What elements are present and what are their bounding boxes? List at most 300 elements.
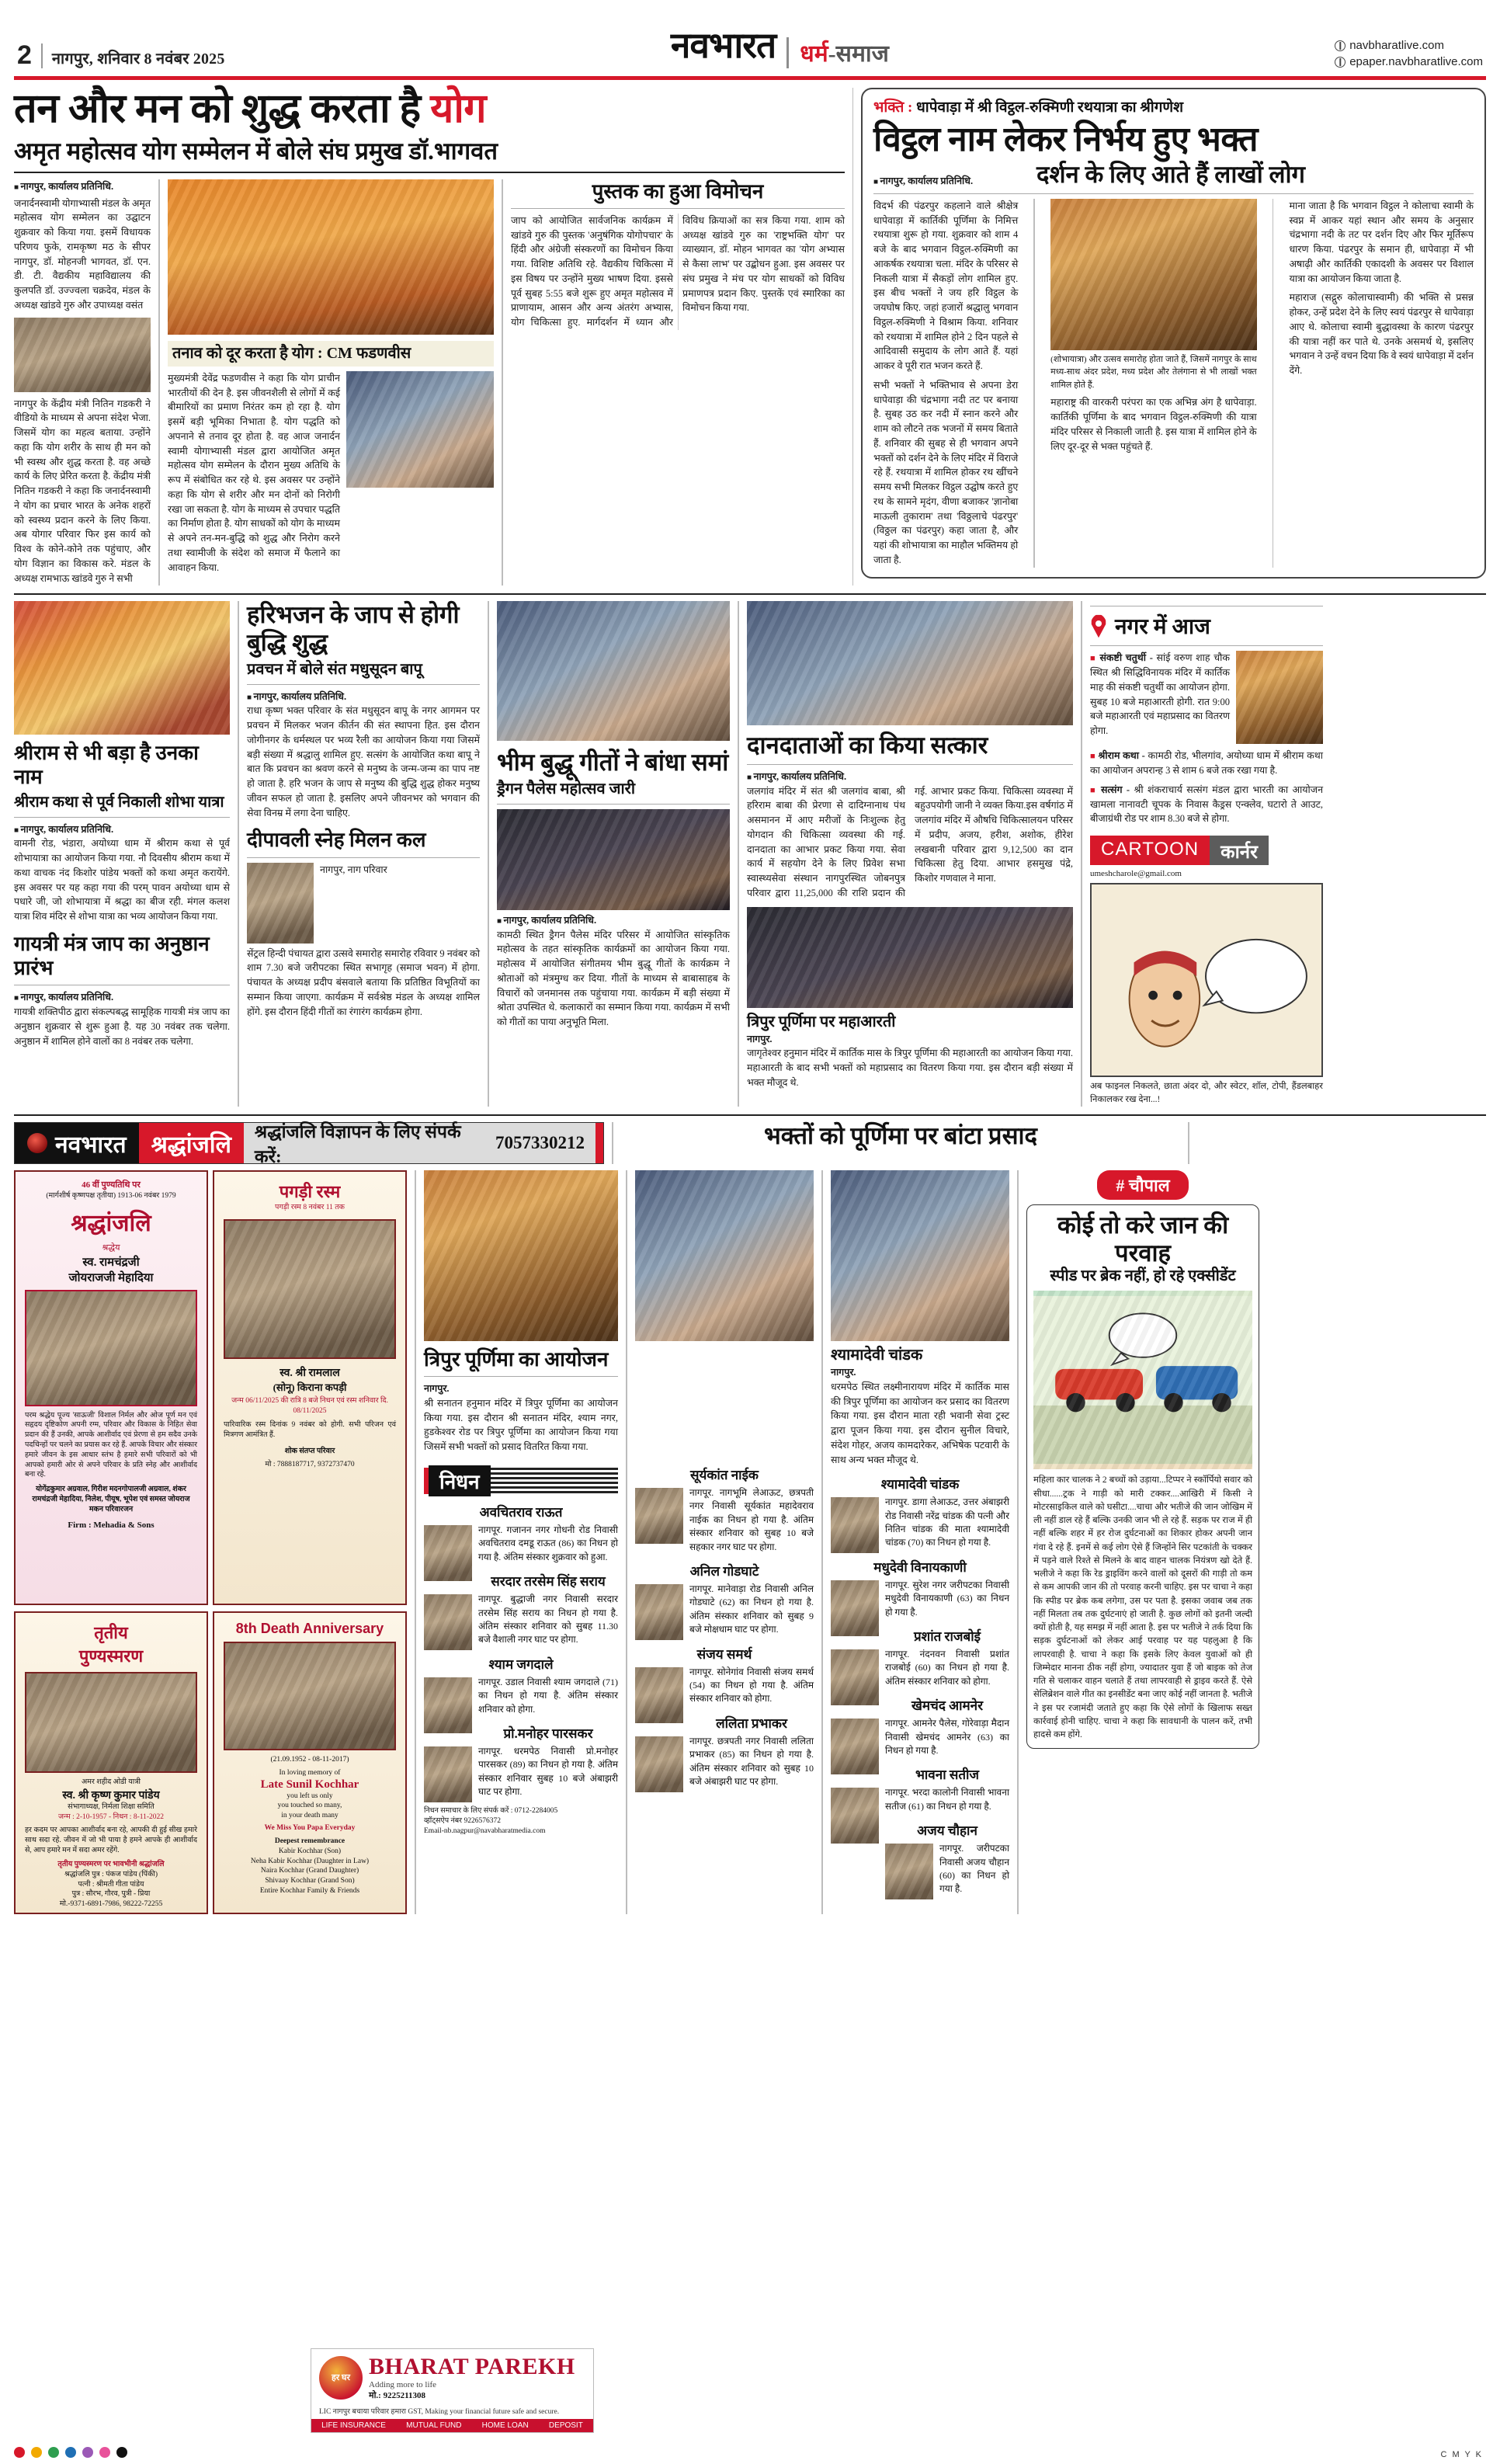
obituary-name: सरदार तरसेम सिंह सराय	[491, 1574, 606, 1590]
chaupal-headline: कोई तो करे जान की परवाह	[1057, 1211, 1229, 1267]
lead-headline-text: तन और मन को शुद्ध करता है	[14, 87, 431, 131]
ad-body: पारिवारिक रस्म दिनांक 9 नवंबर को होगी. सभी परिजन एवं मित्रगण आमंत्रित हैं.	[224, 1421, 396, 1440]
top-zone	[0, 88, 1500, 586]
zone-rule	[852, 88, 853, 586]
lead-main-photo	[168, 179, 494, 335]
ad-mehadia	[14, 1170, 208, 1914]
brand-logo: नवभारत	[670, 26, 776, 65]
globe-icon	[1335, 57, 1345, 68]
bhakti-body-2: सभी भक्तों ने भक्तिभाव से अपना डेरा धापेवाड़ा की चंद्रभागा नदी तट पर बनाया है. सुबह उठ कर नदी में स्नान करने और शाम को लौटने तक भजनों में समय बिताते हैं. शनिवार की सुबह से ही भगवान अपने भक्तों को दर्शन देने के लिए मंदिर में विराजे रहे हैं. रथयात्रा में शामिल होकर रथ खींचने समय सभी मिलकर विट्ठल उद्घोष करते हुए रथ के सामने मृदंग, वीणा बजाकर 'ज्ञानोबा माऊली तुकाराम' तथा 'विठ्ठलाचे पंढरपुर' (विठ्ठल का पंढरपुर) कहा जाता है, और यहां की शोभायात्रा का माहौल भक्तिमय हो जाता है.	[873, 379, 1019, 565]
bhakti-story	[861, 88, 1486, 586]
middle-col-2	[247, 601, 480, 1107]
chaupal-section	[1026, 1170, 1259, 1914]
ad-firm: Firm : Mehadia & Sons	[68, 1520, 155, 1530]
tripur-purnima-divider	[424, 1376, 618, 1377]
nidhan-header	[424, 1465, 618, 1496]
ad-photo	[25, 1672, 197, 1773]
cartoon-caption: अब फाइनल निकलते, छाता अंदर दो, और स्वेटर, शॉल, टोपी, हैंडलबाहर निकालकर रख देना...!	[1090, 1081, 1323, 1104]
section-label-red: धर्म	[800, 41, 828, 67]
obituary-photo	[635, 1667, 683, 1723]
bhakti-body-5: महाराष्ट्र की वारकरी परंपरा का एक अभिन्न अंग है धापेवाड़ा. कार्तिकी पूर्णिमा के बाद भगवान विट्ठल-रुक्मिणी की यात्रा मंदिर परिसर से निकाली जाती है. इस यात्रा में शामिल होने के लिए दूर-दूर से भक्त पहुंचते हैं.	[1050, 397, 1257, 452]
lead-byline: ■ नागपुर, कार्यालय प्रतिनिधि.	[14, 179, 151, 194]
shriram-divider	[14, 817, 230, 818]
page-number: 2	[17, 40, 32, 70]
ad-title: श्रद्धांजलि	[71, 1210, 151, 1236]
chaupal-body: महिला कार चालक ने 2 बच्चों को उड़ाया...टिप्पर ने स्कॉर्पियो सवार को सीधा......ट्रक ने गाड़ी को मारी टक्कर....आखिरी में किसी ने मोटरसाइकिल वाले को घसीटा....चाचा और भतीजे की जान जोखिम में ली नहीं डाल रहे हैं बल्कि उनकी जान भी ले रहे हैं. सड़क पर राज में ही नहीं बल्कि शहर में हर रोज दुर्घटनाओं का शिकार होकर अपनी जान गंवा दे रहे हैं. इनमें से कई लोग ऐसे हैं जिन्होंने सिर पटकांती के चक्कर में पड़ने वाले रिश्ते से मिलने के बाद वाहन चालक नियंत्रण खो देते हैं. भलीजे ने कहा कि रेड ड्राइविंग करने वालों को दूसरों की गाड़ी तो कम से कम आपकी जान की तो परवाह करनी चाहिए. इस पर चाचा ने कहा कि स्पीड पर ब्रेक कब लगेगा, उस पर पता है. इसका जवाब जब तक नहीं मिलता तब तक दुर्घटनाएं हो जाती है. कुछ लोगों को इतनी जल्दी क्यों होती है, यह समझ में नहीं आता है. इस पर भतीजे ने तर्क दिया कि सड़क दुर्घटनाओं को लेकर आई परवाह पर यह पहलुआ है कि लापरवाही है. चाचा ने कहा कि इसके लिए केवल युवाओं को ही जिम्मेदार मानना ठीक नहीं होगा, ज्यादातर युवा हैं जो बाइक को तेज गति से चलाकर वाहन चलाते हैं तथा लापरवाही से ड्राइव करते हैं. ऐसे सेलिब्रेशन वाले गीत का इनसीडेंट बना जाए कोई नहीं जानता है. भतीजे ने इस पर रजामंदी जताते हुए कहा कि ऐसे लोगों के खिलाफ सख्त कार्रवाई होनी चाहिए. चाचा ने कहा कि सावधानी के पालन करें, तभी हादसे कम होंगे.	[1033, 1475, 1252, 1740]
middle-col-4	[747, 601, 1073, 1107]
shradhanjali-title: श्रद्धांजलि	[139, 1123, 244, 1163]
website-link-main[interactable]	[1335, 39, 1483, 52]
obituary-entry	[635, 1465, 814, 1554]
nidhan-stripes	[491, 1468, 618, 1494]
section-label-grey: -समाज	[828, 41, 889, 67]
cartoon-image	[1090, 883, 1323, 1077]
haribhajan-body: राधा कृष्ण भक्त परिवार के संत मधुसूदन बापू के नगर आगमन पर प्रवचन में मिलकर भजन कीर्तन की संत स्थापना हित. इस दौरान जोगीनगर के धर्मस्थल पर भव्य रैली का आयोजन किया गया जिसमें बड़ी संख्या में श्रद्धालु शामिल हुए. सत्संग के आयोजित कथा बापू ने बात कि प्रवचन का श्रवण करने से मनुष्य के जन्म-जन्म का पाप नष्ट हो जाता है. हरि भजन के जाप से मनुष्य की बुद्धि शुद्ध होकर मनुष्य जीवन सफल हो जाता है. इसलिए अपने जीवनभर को भगवान की सेवा विनम्र में लगा देना चाहिए.	[247, 705, 480, 818]
section-label	[800, 36, 889, 68]
shradhanjali-phone[interactable]: 7057330212	[495, 1133, 585, 1153]
ad-top-label: 8th Death Anniversary	[235, 1621, 384, 1637]
ad-pagdi	[213, 1170, 407, 1605]
chaupal-illustration	[1033, 1291, 1252, 1469]
nagar-title-text: नगर में आज	[1115, 615, 1210, 640]
ad-slogan: We Miss You Papa Everyday	[264, 1824, 356, 1833]
ad-photo	[224, 1642, 396, 1750]
banner-zone	[0, 1122, 1500, 1167]
chaupal-subhead: स्पीड पर ब्रेक नहीं, हो रहे एक्सीडेंट	[1050, 1267, 1236, 1285]
haribhajan-byline: ■ नागपुर, कार्यालय प्रतिनिधि.	[247, 690, 480, 704]
color-dot-yellow	[31, 2447, 42, 2458]
obituary-text: नागपूर. छत्रपती नगर निवासी ललिता प्रभाकर (85) का निधन हो गया है. अंतिम संस्कार शनिवार को सुबह 10 बजे अंबाझरी घाट पर होगा.	[689, 1735, 814, 1787]
obituary-entry	[831, 1627, 1009, 1688]
bhim-body: कामठी स्थित ड्रैगन पैलेस मंदिर परिसर में आयोजित सांस्कृतिक महोत्सव के तहत सांस्कृतिक कार्यक्रमों का आयोजन किया गया. महोत्सव में आयोजित संगीतमय भीम बुद्धू गीतों के कार्यक्रम ने श्रोताओं को मंत्रमुग्ध कर दिया. गीतों के माध्यम से बाबासाहब के विचारों को जनमानस तक पहुंचाया गया. कार्यक्रम में बड़ी संख्या में श्रोता उपस्थित थे. कलाकारों का सम्मान किया गया. कार्यक्रम में सभी को गीतों का पाया अनुभूति मिला.	[497, 929, 730, 1028]
nagar-photo	[1236, 651, 1323, 744]
obituary-text: नागपूर. मानेवाड़ा रोड निवासी अनिल गोडघाटे (62) का निधन हो गया है. अंतिम संस्कार शनिवार को सुबह 9 बजे मोक्षधाम घाट पर होगा.	[689, 1583, 814, 1635]
obituary-photo	[424, 1677, 472, 1733]
ad-dates: जन्म : 2-10-1957 - निधन : 8-11-2022	[57, 1812, 165, 1821]
ad-sub-label: पगड़ी रस्म 8 नवंबर 11 तक	[275, 1204, 345, 1212]
cartoon-label-hi: कार्नर	[1210, 836, 1269, 865]
middle-col-5	[1090, 601, 1323, 1107]
diwali-byline: नागपुर, नाग परिवार	[320, 864, 387, 875]
ad-dates: (21.09.1952 - 08-11-2017)	[270, 1756, 349, 1764]
obituary-text: नागपूर. जरीपटका निवासी अजय चौहान (60) का निधन हो गया है.	[939, 1843, 1009, 1895]
bhakti-photo-caption: (शोभायात्रा) और उत्सव समारोह होता जाते हैं, जिसमें नागपुर के साथ मध्य-साथ अंदर प्रदेश, मध्य प्रदेश और तेलंगाना से भी लाखों भक्त शामिल होते हैं.	[1050, 354, 1257, 390]
diwali-divider	[247, 857, 480, 858]
chaupal-pill: # चौपाल	[1097, 1170, 1188, 1200]
bhakton-section	[621, 1122, 1180, 1164]
lead-body-1: जनार्दनस्वामी योगाभ्यासी मंडल के अमृत महोत्सव योग सम्मेलन का उद्घाटन शुक्रवार को किया गया. इसमें विधायक परिणय फुके, रामकृष्ण मठ के सीपर नागपुर, डॉ. मोहनजी भागवत, डॉ. एन. डी. टी. वैद्यकीय महाविद्यालय की कुलपति डॉ. उज्ज्वला चक्रदेव, मंडल के अध्यक्ष खांडवे गुरु और उपाध्यक्ष वसंत	[14, 197, 151, 311]
ad-top-label: तृतीय	[94, 1623, 128, 1643]
ad-name: स्व. श्री कृष्ण कुमार पांडेय	[62, 1789, 160, 1802]
bhakti-body-1: विदर्भ की पंढरपुर कहलाने वाले श्रीक्षेत्र धापेवाड़ा में कार्तिकी पूर्णिमा के निमित्त रथयात्रा शुरू हो गया. शुक्रवार को शाम 4 बजे के बाद भगवान विट्ठल-रुक्मिणी का आकर्षक रथयात्रा चला. मंदिर के परिसर से निकली यात्रा में सैकड़ों लोग शामिल हुए. इस बीच भक्तों ने जय हरि विट्ठल के जयघोष किए. जहां हजारों श्रद्धालु भगवान विट्ठल-रुक्मिणी ने विश्राम किया. शनिवार को रथयात्रा में शामिल होने 2 दिन पहले से आदिवासी समुदाय के लोग आते हैं. यहां आकर वे पूरी रात भजन करते हैं.	[873, 200, 1019, 372]
globe-icon	[1335, 40, 1345, 51]
service-deposit: DEPOSIT	[548, 2421, 583, 2430]
bhakton-headline: भक्तों को पूर्णिमा पर बांटा प्रसाद	[763, 1122, 1038, 1150]
bhim-subhead: ड्रैगन पैलेस महोत्सव जारी	[497, 780, 635, 798]
obituary-name: सूर्यकांत नाईक	[690, 1468, 759, 1483]
column-rule	[821, 1170, 823, 1914]
column-rule	[502, 179, 503, 586]
brand-separator	[786, 37, 789, 68]
nidhan-footer-3[interactable]: Email-nb.nagpur@navabharatmedia.com	[424, 1827, 546, 1836]
bharat-parekh-tagline: Adding more to life	[369, 2380, 437, 2389]
bharat-parekh-name: BHARAT PAREKH	[369, 2354, 575, 2379]
service-life-insurance: LIFE INSURANCE	[321, 2421, 386, 2430]
ad-family: शोक संतप्त परिवार	[284, 1447, 335, 1456]
ad-family-2: Neha Kabir Kochhar (Daughter in Law)	[250, 1857, 370, 1865]
bhakton-right-headline: श्यामादेवी चांडक	[831, 1347, 923, 1364]
shradhanjali-contact-text: श्रद्धांजलि विज्ञापन के लिए संपर्क करें:	[254, 1122, 461, 1167]
obituary-photo	[635, 1584, 683, 1640]
ad-deepest: Deepest remembrance	[274, 1837, 345, 1845]
nagar-item	[1090, 783, 1323, 826]
nidhan-label: निधन	[429, 1465, 491, 1496]
obituary-name: अनिल गोडघाटे	[689, 1564, 759, 1579]
masthead	[0, 0, 1500, 73]
ad-name: Late Sunil Kochhar	[260, 1778, 359, 1791]
nagar-item-text: कामठी रोड, भीलगांव, अयोध्या धाम में श्रीराम कथा का आयोजन अपरान्ह 3 से शाम 6 बजे तक रखा गया है.	[1090, 750, 1323, 777]
ad-family-3: Naira Kochhar (Grand Daughter)	[260, 1867, 359, 1875]
obituary-name: श्यामादेवी चांडक	[880, 1477, 960, 1493]
obituary-name: भावना सतीज	[915, 1767, 980, 1783]
ad-body: हर कदम पर आपका आशीर्वाद बना रहे, आपकी दी हुई सीख हमारे साथ सदा रहे. जीवन में जो भी पाया है हमने आपके ही आशीर्वाद से, आप हमारे मन में सदा अमर रहेंगे.	[25, 1826, 197, 1855]
ad-top-label-2: पुण्यस्मरण	[78, 1646, 144, 1666]
obituary-photo	[635, 1736, 683, 1792]
ad-body-1: In loving memory of	[279, 1768, 341, 1777]
zone-rule-1	[14, 593, 1486, 595]
cartoon-header	[1090, 836, 1323, 865]
masthead-brand	[225, 20, 1335, 68]
haribhajan-subhead: प्रवचन में बोले संत मधुसूदन बापू	[247, 660, 422, 678]
obituary-text: नागपूर. सोनेगांव निवासी संजय समर्थ (54) का निधन हो गया है. अंतिम संस्कार शनिवार को होगा.	[689, 1666, 814, 1705]
nagar-divider	[1090, 645, 1323, 646]
diwali-body: सेंट्रल हिन्दी पंचायत द्वारा उत्सवे समारोह समारोह रविवार 9 नवंबर को शाम 7.30 बजे जरीपटका स्थित सभागृह (समाज भवन) में होगा. पंचायत के अध्यक्ष प्रदीप बंसवाले बताया कि प्रतिष्ठित विभूतियों का सम्मान किया जाएगा. कार्यक्रम में सर्वश्रेष्ठ मंडल के अध्यक्ष शामिल होंगे. इस दौरान हिंदी गीतों का रंगारंग कार्यक्रम होगा.	[247, 947, 480, 1017]
lead-divider	[14, 172, 845, 173]
ad-top-label: पगड़ी रस्म	[279, 1182, 341, 1202]
bhakti-col-3	[1289, 199, 1474, 568]
middle-col-1	[14, 601, 230, 1107]
obituary-photo	[635, 1488, 683, 1544]
bhakti-byline: ■ नागपुर, कार्यालय प्रतिनिधि.	[873, 174, 1029, 189]
obituary-photo	[424, 1525, 472, 1581]
obituary-entry	[424, 1724, 618, 1799]
column-rule	[1273, 199, 1274, 568]
color-dot-purple	[82, 2447, 93, 2458]
ad-name-2: (सोनू) किराना कपड़ी	[273, 1381, 347, 1393]
ad-family-1: Kabir Kochhar (Son)	[278, 1847, 342, 1855]
bottom-zone	[0, 1170, 1500, 1914]
lead-body-2: नागपुर के केंद्रीय मंत्री नितिन गडकरी ने वीडियो के माध्यम से अपना संदेश भेजा. जिसमें योग का महत्व बताया. उन्होंने कहा कि योग शरीर के साथ ही मन को भी स्वस्थ और शुद्ध करता है. वह अच्छे कार्य के लिए प्रेरित करता है. केंद्रीय मंत्री नितिन गडकरी ने कहा कि जनार्दनस्वामी ने योग का प्रचार भारत के अनेक शहरों को स्वस्थ्य प्रदान करने के लिए किया. अब योगार परिवार फिर इस कार्य को विश्व के कोने-कोने तक पहुंचाए, और योग विज्ञान का विकास करे. मंडल के अध्यक्ष रामभाऊ खांडवे गुरु ने सभी	[14, 398, 151, 584]
obituary-entry	[424, 1503, 618, 1564]
obituary-entry	[831, 1696, 1009, 1757]
nidhan-column-b	[635, 1170, 814, 1914]
book-release-body: जाप को आयोजित सार्वजनिक कार्यक्रम में खांडवे गुरु की पुस्तक 'अनुषंगिक योगोपचार' के हिंदी और अंग्रेजी संस्करणों का विमोचन किया गया. विशिष्ट अतिथि रहे. वैद्यकीय चिकित्सा में इस विषय पर उन्होंने मुख्य भाषण दिया. इससे पूर्व सुबह 5:55 बजे शुरू हुए अमृत महोत्सव में प्राणायाम, आसन और अन्य अंतरंग अभ्यास, योग चिकित्सा हुए. मार्गदर्शन में ध्यान और विविध क्रियाओं का सत्र किया गया. शाम को अध्यक्ष खांडवे गुरु का 'राष्ट्रभक्ति योग' पर व्याख्यान, डॉ. मोहन भागवत का 'योग अभ्यास से कैसा लाभ' पर उद्बोधन हुआ. इस अवसर पर संघ प्रमुख ने मंच पर योग साधकों को विविध प्रमाणपत्र प्रदान किए. पुस्तकें एवं स्मारिका का विमोचन किया गया.	[511, 214, 845, 328]
obituary-text: नागपूर. भरदा कालोनी निवासी भावना सतीज (61) का निधन हो गया है.	[885, 1787, 1009, 1812]
ad-kochhar	[213, 1611, 407, 1914]
zone-rule-2	[14, 1114, 1486, 1116]
haribhajan-photo	[497, 601, 730, 741]
obituary-name: मधुदेवी विनायकाणी	[873, 1559, 967, 1575]
obituary-photo	[831, 1580, 879, 1636]
dandata-body: जलगांव मंदिर में संत श्री जलगांव बाबा, श्री हरिराम बाबा की प्रेरणा से दादिग्नानाथ पंथ असमानन में आए मरीजों के निःशुल्क हेतु योगदान की चिकित्सा व्यवस्था की गई. दानदाता का आभार प्रकट किया गया. सेवा कार्य में सहयोग देने के लिए प्रिवेश सभा स्वास्थ्यसेवा संस्थान नागपुरस्थित जोबनपुत्र परिवार द्वारा 11,25,000 की राशि प्रदान की गई. आभार प्रकट किया. चिकित्सा व्यवस्था में बहुउपयोगी जानी ने व्यक्त किया.इस वर्षगांठ में जलगांव मंदिर में औषधि चिकित्सालयन परिसर में प्रदीप, अजय, हरीश, अशोक, हीरेश लखबानी परिवार द्वारा 9,12,500 का दान चिकित्सा हेतु दिया. आभार हसमुख पंद्रे, किशोर गणवाल ने माना.	[747, 785, 1073, 898]
nagar-item-title: ■ संकष्टी चतुर्थी -	[1090, 652, 1153, 663]
ad-column-2	[213, 1170, 407, 1914]
ad-family-1: श्रद्धांजलि पुत्र : पंकज पांडेय (पिंकी)	[64, 1870, 158, 1878]
lead-col-b	[168, 179, 494, 586]
tripur-headline: त्रिपुर पूर्णिमा पर महाआरती	[747, 1013, 896, 1030]
lead-subhead: अमृत महोत्सव योग सम्मेलन में बोले संघ प्रमुख डॉ.भागवत	[14, 137, 498, 165]
ad-phone[interactable]: मो.-9371-6891-7986, 98222-72255	[59, 1900, 163, 1909]
obituary-text: नागपूर. बुद्धाजी नगर निवासी सरदार तरसेम सिंह सराय का निधन हो गया है. अंतिम संस्कार शनिवार को सुबह 11.30 बजे वैशाली नगर घाट पर होगा.	[478, 1593, 618, 1646]
tripur-photo	[747, 907, 1073, 1008]
column-rule	[1188, 1122, 1189, 1164]
ad-body-3: you touched so many,	[277, 1802, 342, 1810]
column-rule	[415, 1170, 416, 1914]
lead-headline-accent: योग	[430, 87, 487, 131]
column-rule	[238, 601, 239, 1107]
ad-photo	[25, 1290, 197, 1406]
bharat-parekh-phone[interactable]: मो.: 9225211308	[369, 2391, 425, 2400]
nagar-item-title: ■ सत्संग -	[1090, 784, 1130, 795]
ad-family-5: Entire Kochhar Family & Friends	[259, 1886, 360, 1895]
ad-name: स्व. श्री रामलाल	[280, 1367, 340, 1379]
ad-pandey	[14, 1611, 208, 1914]
lead-headline	[14, 88, 845, 131]
location-pin-icon	[1090, 614, 1107, 638]
obituary-name: प्रो.मनोहर पारसकर	[503, 1725, 593, 1741]
gayatri-headline: गायत्री मंत्र जाप का अनुष्ठान प्रारंभ	[14, 932, 210, 980]
cm-photo	[346, 371, 494, 488]
dandata-byline: ■ नागपुर, कार्यालय प्रतिनिधि.	[747, 770, 1073, 784]
shradhanjali-logo-block	[15, 1123, 139, 1163]
ad-footer: तृतीय पुण्यस्मरण पर भावभीनी श्रद्धांजलि	[57, 1860, 165, 1868]
masthead-rule-red	[14, 76, 1486, 80]
bhakti-kicker	[873, 99, 1474, 118]
ad-name-2: जोयराजजी मेहादिया	[68, 1271, 154, 1284]
obituary-photo	[831, 1788, 879, 1844]
haribhajan-divider	[247, 684, 480, 685]
obituary-entry	[424, 1572, 618, 1647]
lead-story	[14, 88, 845, 586]
bhakti-headline: विट्ठल नाम लेकर निर्भय हुए भक्त	[873, 120, 1259, 158]
masthead-divider	[41, 43, 43, 68]
cm-headline: तनाव को दूर करता है योग : CM फडणवीस	[168, 341, 494, 367]
obituary-entry	[424, 1655, 618, 1716]
bhim-headline: भीम बुद्धू गीतों ने बांधा समां	[497, 749, 729, 777]
rose-icon	[27, 1133, 47, 1153]
bhakti-box	[861, 88, 1486, 579]
nidhan-footer-1: निधन समाचार के लिए संपर्क करें : 0712-2284005	[424, 1807, 558, 1816]
har-ghar-logo: हर घर	[319, 2356, 363, 2400]
column-rule	[1017, 1170, 1019, 1914]
shradhanjali-logo-text: नवभारत	[55, 1131, 127, 1158]
dandata-headline: दानदाताओं का किया सत्कार	[747, 732, 988, 759]
chaupal-header-cell	[1197, 1122, 1486, 1164]
tripur-purnima-section	[424, 1170, 618, 1914]
nagar-item-title: ■ श्रीराम कथा -	[1090, 750, 1145, 761]
column-rule	[488, 601, 489, 1107]
nagar-item	[1090, 749, 1323, 778]
bhim-photo	[497, 809, 730, 910]
shriram-body: वामनी रोड, भंडारा, अयोध्या धाम में श्रीराम कथा से पूर्व शोभायात्रा का आयोजन किया गया. नौ दिवसीय श्रीराम कथा में कथा वाचक नंद किशोर पांडेय भक्तों को कथा अमृत करायेंगे. इस अवसर पर यह कहा गया की परम् पावन अयोध्या धाम से पधारे जी, जो शोभायात्रा में श्रद्धा का बीज रही. मंगल कलश यात्रा शिव मंदिर से शोभा यात्रा का भव्य आयोजन किया गया.	[14, 838, 230, 923]
chaupal-drawing	[1033, 1291, 1252, 1469]
web-links	[1335, 39, 1483, 68]
obituary-text: नागपूर. सुरेश नगर जरीपटका निवासी मधुदेवी विनायकाणी (63) का निधन हो गया है.	[885, 1579, 1009, 1618]
obituary-text: नागपुर. डागा लेआऊट, उत्तर अंबाझरी रोड निवासी नरेंद्र चांडक की पत्नी और नितिन चांडक की माता श्यामादेवी चांडक (70) का निधन हो गया है.	[885, 1496, 1009, 1548]
obituary-name: संजय समर्थ	[696, 1646, 752, 1662]
nidhan-column-c	[831, 1170, 1009, 1914]
ad-family-4: Shivaay Kochhar (Grand Son)	[265, 1877, 355, 1885]
service-home-loan: HOME LOAN	[481, 2421, 529, 2430]
dandata-divider	[747, 764, 1073, 765]
obituary-text: नागपूर. धरमपेठ निवासी प्रो.मनोहर पारसकर (89) का निधन हो गया है. अंतिम संस्कार शनिवार सुबह 10 बजे अंबाझरी घाट पर होगा.	[478, 1745, 618, 1798]
obituary-photo	[831, 1497, 879, 1553]
book-release-divider	[511, 208, 845, 209]
tripur-purnima-photo	[424, 1170, 618, 1341]
obituary-photo	[885, 1844, 933, 1899]
ad-family-2: पत्नी : श्रीमती गीता पांडेय	[78, 1880, 144, 1889]
column-rule	[158, 179, 160, 586]
obituary-entry	[635, 1645, 814, 1706]
column-rule	[1033, 199, 1035, 568]
bhakti-photo	[1050, 199, 1256, 350]
shradhanjali-banner	[14, 1122, 604, 1167]
color-dot-black	[116, 2447, 127, 2458]
lead-photo-icon	[14, 318, 151, 392]
obituary-entry	[635, 1562, 814, 1637]
chaupal-box	[1026, 1204, 1259, 1749]
middle-zone	[0, 601, 1500, 1107]
shriram-byline: ■ नागपुर, कार्यालय प्रतिनिधि.	[14, 822, 230, 837]
bhakti-body-3: माना जाता है कि भगवान विट्ठल ने कोलाचा स्वामी के स्वप्न में आकर यहां स्थान और समय के अनुसार चंद्रभागा नदी के तट पर दर्शन दिए और फिर मूर्तिरूप धारण किया. पंढरपुर के समान ही, धापेवाड़ा में भी अषाढ़ी और कार्तिकी एकादशी के अवसर पर विशाल यात्रा का आयोजन किया जाता है.	[1289, 200, 1474, 284]
nagar-panel-title	[1090, 611, 1323, 641]
nagar-item	[1090, 651, 1230, 739]
bhakti-kicker-rest: धापेवाड़ा में श्री विट्ठल-रुक्मिणी रथयात्रा का श्रीगणेश	[912, 99, 1184, 116]
bharat-parekh-note: LIC नागपुर बचाया परिवार हमारा GST, Making your financial future safe and secure.	[319, 2408, 560, 2416]
obituary-text: नागपूर. नंदनवन निवासी प्रशांत राजबोई (60) का निधन हो गया है. अंतिम संस्कार शनिवार को होगा.	[885, 1649, 1009, 1687]
obituary-text: नागपूर. नागभूमि लेआऊट, छत्रपती नगर निवासी सूर्यकांत महादेवराव नाईक का निधन हो गया है. अंतिम संस्कार शनिवार को सुबह 10 बजे सहकार नगर घाट पर होगा.	[689, 1487, 814, 1552]
service-mutual-fund: MUTUAL FUND	[406, 2421, 462, 2430]
bhakti-body-6: महाराज (सद्गुरु कोलाचास्वामी) की भक्ति से प्रसन्न होकर, उन्हें प्रदेश देने के लिए स्वयं पंढरपुर से धापेवाड़ा आए थे. कोलाचा स्वामी बुद्धावस्था के कारण पंढरपुर की यात्रा नहीं कर पाते थे. उनके असमर्थ थे, इसलिए भगवान ने उन्हें वचन दिया कि वे स्वयं धापेवाड़ा में दर्शन देंगे.	[1289, 292, 1474, 377]
bhakti-divider	[873, 193, 1474, 194]
ad-phone[interactable]: मो : 7888187717, 9372737470	[265, 1460, 355, 1468]
bhakti-col-2	[1050, 199, 1256, 568]
shradhanjali-cap	[595, 1123, 603, 1163]
website-url-main: navbharatlive.com	[1349, 39, 1444, 52]
tripur-purnima-byline: नागपुर.	[424, 1383, 450, 1395]
book-release-headline: पुस्तक का हुआ विमोचन	[592, 179, 764, 203]
color-registration-bar	[14, 2447, 127, 2458]
ad-sub: संभागाध्यक्ष, निर्मला शिक्षा समिति	[68, 1802, 155, 1811]
ad-name: स्व. रामचंद्रजी	[82, 1256, 140, 1269]
bhakton-right-byline: नागपुर.	[831, 1367, 856, 1378]
bhakti-col-1	[873, 199, 1018, 568]
diwali-headline: दीपावली स्नेह मिलन कल	[247, 829, 426, 852]
chaupal-pill-wrap	[1026, 1170, 1259, 1200]
bhakton-right-body: धरमपेठ स्थित लक्ष्मीनारायण मंदिर में कार्तिक मास की त्रिपुर पूर्णिमा का आयोजन कर प्रसाद का वितरण किया गया. इस दौरान माता रही भवानी सेवा ट्रस्ट द्वारा पूजन किया गया. इस दौरान सुनील विचारे, संदेश गोहर, अजय कामदारेकर, अभिषेक पटवारी के साथ अन्य भक्त मौजूद थे.	[831, 1381, 1009, 1465]
cm-body: मुख्यमंत्री देवेंद्र फडणवीस ने कहा कि योग प्राचीन भारतीयों की देन है. इस जीवनशैली से लोगों में कई बीमारियों का प्रमाण निरंतर कम हो रहा है. योग इसमें बड़ी भूमिका निभाता है. योग पद्धति को अपनाने से तनाव दूर होता है. वह आज जनार्दन स्वामी योगाभ्यासी मंडल द्वारा आयोजित अमृत महोत्सव योग सम्मेलन के दौरान मुख्य अतिथि के रूप में संबोधित कर रहे थे. इस अवसर पर उन्होंने कहा कि योग से शरीर और मन दोनों को निरोगी रखा जा सकता है. योग के माध्यम से उपचार पद्धति का निर्माण होता है. योग साधकों को योग के माध्यम से अपने तन-मन-बुद्धि को शुद्ध और निरोग करने तथा स्वामीजी के संदेश को समाज में फैलाने का आवाहन किया.	[168, 372, 340, 573]
dateline: नागपुर, शनिवार 8 नवंबर 2025	[51, 50, 225, 68]
cartoon-email[interactable]: umeshcharole@gmail.com	[1090, 869, 1182, 879]
gayatri-body: गायत्री शक्तिपीठ द्वारा संकल्पबद्ध सामूहिक गायत्री मंत्र जाप का अनुष्ठान शुक्रवार से शुरू हुआ है. यह 30 नवंबर तक चलेगा. अनुष्ठान में शामिल होने वालों का 8 नवंबर तक चलेगा.	[14, 1006, 230, 1047]
ad-body: परम श्रद्धेय पूज्य 'साऊजी' विशाल निर्मल और ओज पूर्ण मन एवं सहृदय दृष्टिकोण अपनी रग्म, परिवार और विकास के निहित सेवा प्रदान की हैं उनकी, आपके आशीर्वाद एवं प्रेरणा से हम सदैव उनके पदचिन्हों पर चलने का प्रयास कर रहे हैं. आपके विचार और संस्कार हमारे जीवन के इस आधार स्तंभ है हमारे सभी परिवारों को भी आपको हमारी ओर से अपने परिवार के प्रति स्नेह और आशीर्वाद बना रहे.	[25, 1411, 197, 1479]
ad-dates: जन्म 06/11/2025 की रात्रि 8 बजे निधन एवं रस्म शनिवार दि. 08/11/2025	[231, 1396, 388, 1415]
ad-honorific: श्रद्धेय	[102, 1242, 120, 1253]
bhakti-kicker-red: भक्ति :	[873, 99, 913, 116]
column-rule	[738, 601, 739, 1107]
cmyk-marker: C M Y K	[1440, 2450, 1483, 2459]
obituary-photo	[831, 1649, 879, 1705]
ad-body-4: in your death many	[281, 1812, 339, 1820]
obituary-name: श्याम जगदाले	[488, 1656, 554, 1672]
obituary-photo	[424, 1746, 472, 1802]
dandata-photo	[747, 601, 1073, 725]
tripur-purnima-body: श्री सनातन हनुमान मंदिर में त्रिपुर पूर्णिमा का आयोजन किया गया. इस दौरान श्री सनातन मंदिर, श्याम नगर, हुडकेश्वर रोड पर त्रिपुर पूर्णिमा का आयोजन किया गया जिसमें सभी भक्तों को प्रसाद वितरित किया गया.	[424, 1397, 618, 1453]
obituary-entry	[831, 1558, 1009, 1619]
diwali-photo	[247, 863, 314, 944]
obituary-text: नागपूर. आमनेर पैलेस, गोरेवाड़ा मैदान निवासी खेमचंद आमनेर (63) का निधन हो गया है.	[885, 1718, 1009, 1756]
shriram-subhead: श्रीराम कथा से पूर्व निकाली शोभा यात्रा	[14, 793, 224, 811]
color-dot-magenta	[99, 2447, 110, 2458]
obituary-name: अजय चौहान	[917, 1823, 977, 1839]
middle-col-3	[497, 601, 730, 1107]
ad-sub-label: (मार्गशीर्ष कृष्णपक्ष तृतीया) 1913-06 नवंबर 1979	[46, 1191, 176, 1200]
obituary-photo	[424, 1594, 472, 1650]
website-link-epaper[interactable]	[1335, 55, 1483, 68]
nidhan-footer-2: व्हॉट्सऐप नंबर 9226576372	[424, 1817, 501, 1826]
color-dot-green	[48, 2447, 59, 2458]
obituary-photo	[831, 1719, 879, 1774]
column-rule	[626, 1170, 627, 1914]
tripur-byline: नागपुर.	[747, 1033, 773, 1044]
bharat-parekh-services	[311, 2419, 593, 2432]
bhim-divider	[497, 804, 730, 805]
nagar-item-text: सांई वरुण शाह चौक स्थित श्री सिद्धिविनायक मंदिर में कार्तिक माह की संकष्टी चतुर्थी का आयोजन होगा. सुबह 10 बजे महाआरती होगी. रात 9:00 बजे महाआरती एवं महाप्रसाद का वितरण होगा.	[1090, 652, 1230, 737]
obituary-name: ललिता प्रभाकर	[716, 1715, 787, 1731]
tripur-body: जागृतेश्वर हनुमान मंदिर में कार्तिक मास के त्रिपुर पूर्णिमा की महाआरती का आयोजन किया गया. महाआरती के बाद सभी भक्तों को महाप्रसाद का वितरण किया गया. इस दौरान बड़ी संख्या में भक्त मौजूद थे.	[747, 1048, 1073, 1088]
obituary-text: नागपूर. उडाल निवासी श्याम जगदाले (71) का निधन हो गया है. अंतिम संस्कार शनिवार को होगा.	[478, 1676, 618, 1715]
gayatri-byline: ■ नागपुर, कार्यालय प्रतिनिधि.	[14, 990, 230, 1005]
cartoon-drawing	[1092, 884, 1321, 1076]
ad-top-label: 46 वीं पुण्यतिथि पर	[82, 1180, 141, 1190]
bhakti-subhead: दर्शन के लिए आते हैं लाखों लोग	[1036, 161, 1305, 189]
tripur-purnima-headline: त्रिपुर पूर्णिमा का आयोजन	[424, 1348, 609, 1371]
shradhanjali-contact	[244, 1122, 595, 1167]
bhim-byline: ■ नागपुर, कार्यालय प्रतिनिधि.	[497, 913, 730, 928]
nagar-item-text: श्री शंकराचार्य सत्संग मंडल द्वारा भारती का आयोजन खामला नानावटी चूपक के निवास कैड्रस एन्क्लेव, घटारो ते आउट, बीजाग्रंथी रोड पर शाम 8.30 बजे से होगा.	[1090, 784, 1324, 825]
ad-body-2: you left us only	[286, 1792, 333, 1800]
obituary-name: अवचितराव राऊत	[479, 1504, 563, 1520]
cartoon-label-en: CARTOON	[1090, 836, 1210, 865]
bhakton-photo	[635, 1170, 814, 1341]
obituary-text: नागपूर. गजानन नगर गोधनी रोड निवासी अवचितराव दमडू राऊत (86) का निधन हो गया है. अंतिम संस्कार शुक्रवार को हुआ.	[478, 1524, 618, 1562]
column-rule	[612, 1122, 613, 1164]
bharat-parekh-ad[interactable]	[311, 2348, 594, 2433]
obituary-name: खेमचंद आमनेर	[911, 1698, 984, 1714]
ad-family: योगेंद्रकुमार अग्रवाल, गिरीश मदनगोपालजी अग्रवाल, शंकर रामचंद्रजी मेहादिया, निलेश, पीयूष, भूपेश एवं समस्त जोयराज मकन परिवारजन	[32, 1486, 190, 1514]
ad-family-3: पुत्र : सौरभ, गौरव, पुत्री - प्रिया	[71, 1890, 151, 1899]
haribhajan-headline: हरिभजन के जाप से होगी बुद्धि शुद्ध	[247, 601, 460, 656]
shobha-yatra-photo	[14, 601, 230, 735]
column-rule	[1081, 601, 1082, 1107]
bhakton-photo-2	[831, 1170, 1009, 1341]
obituary-entry	[635, 1714, 814, 1789]
shriram-headline: श्रीराम से भी बड़ा है उनका नाम	[14, 742, 199, 789]
ad-name-small: अमर शहीद ओडी यात्री	[82, 1778, 141, 1787]
obituary-entry	[831, 1475, 1009, 1550]
ad-photo	[224, 1219, 396, 1359]
color-dot-red	[14, 2447, 25, 2458]
